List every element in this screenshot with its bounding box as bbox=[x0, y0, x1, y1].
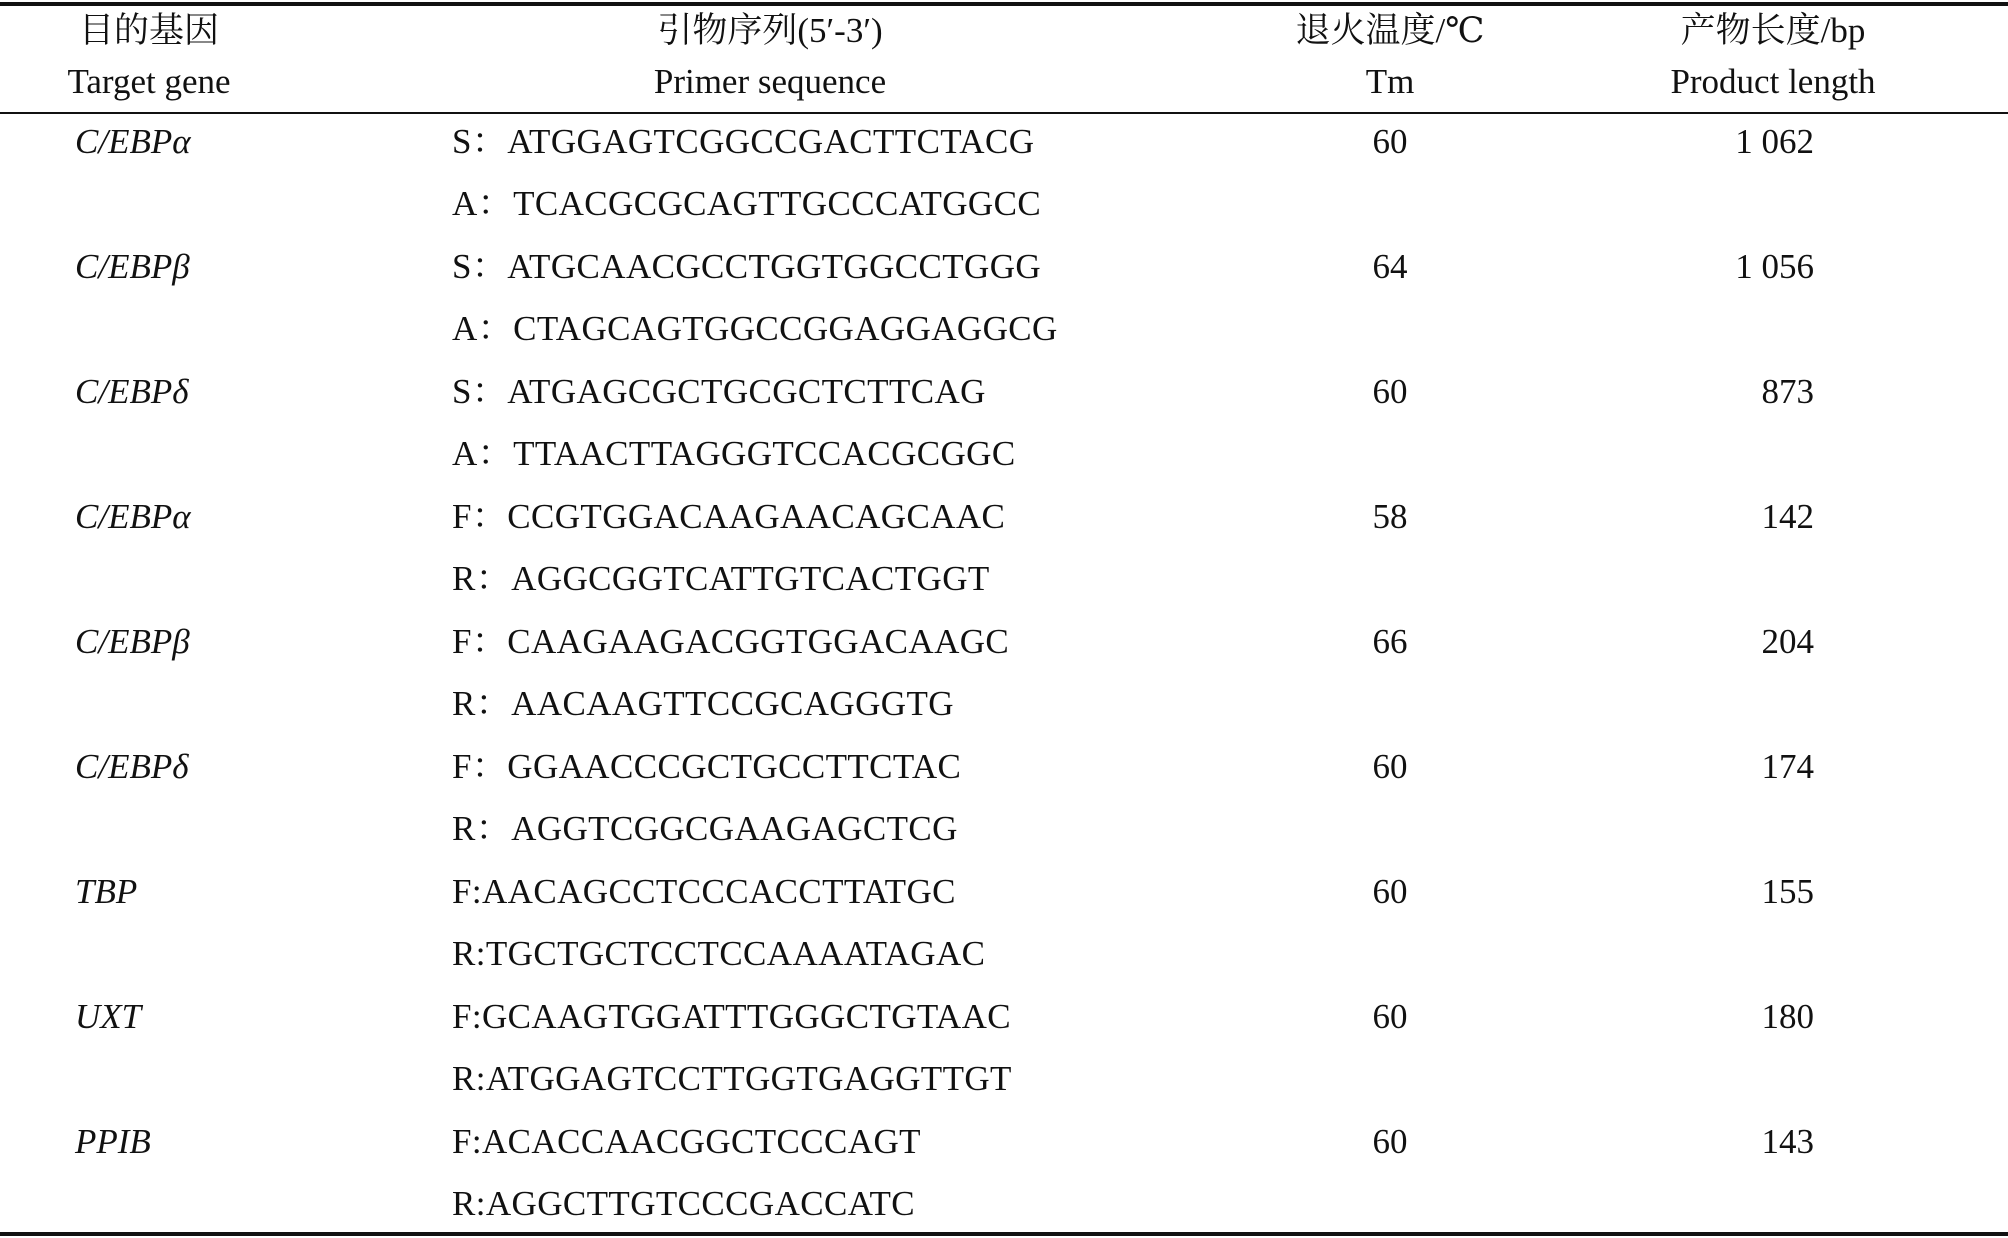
tm-cell: 58 bbox=[1372, 497, 1408, 536]
gene-cell: C/EBPα bbox=[75, 497, 191, 536]
primer-cell: R：AGGCGGTCATTGTCACTGGT bbox=[452, 559, 990, 598]
primer-cell: R:AGGCTTGTCCCGACCATC bbox=[452, 1184, 916, 1223]
header-tm-en: Tm bbox=[1365, 62, 1415, 101]
header-primer-sequence-en: Primer sequence bbox=[653, 62, 887, 101]
primer-cell: R:TGCTGCTCCTCCAAAATAGAC bbox=[452, 934, 986, 973]
header-tm bbox=[1240, 8, 1540, 105]
table-bottom-rule bbox=[0, 1232, 2008, 1236]
tm-cell: 60 bbox=[1372, 997, 1408, 1036]
header-primer-sequence-zh: 引物序列(5′-3′) bbox=[657, 11, 883, 50]
tm-cell: 60 bbox=[1372, 872, 1408, 911]
primer-cell: A：CTAGCAGTGGCCGGAGGAGGCG bbox=[452, 309, 1058, 348]
tm-cell: 64 bbox=[1372, 247, 1408, 286]
primer-cell: F:ACACCAACGGCTCCCAGT bbox=[452, 1122, 921, 1161]
primer-cell: F:GCAAGTGGATTTGGGCTGTAAC bbox=[452, 997, 1012, 1036]
length-cell: 873 bbox=[1761, 372, 1814, 411]
length-cell: 204 bbox=[1761, 622, 1814, 661]
primer-cell: S：ATGGAGTCGGCCGACTTCTACG bbox=[452, 122, 1035, 161]
gene-cell: C/EBPβ bbox=[75, 622, 190, 661]
primer-cell: S：ATGCAACGCCTGGTGGCCTGGG bbox=[452, 247, 1042, 286]
primer-cell: S：ATGAGCGCTGCGCTCTTCAG bbox=[452, 372, 986, 411]
gene-cell: UXT bbox=[75, 997, 142, 1036]
gene-cell: TBP bbox=[75, 872, 138, 911]
header-tm-zh: 退火温度/℃ bbox=[1295, 11, 1485, 50]
length-cell: 155 bbox=[1761, 872, 1814, 911]
tm-cell: 60 bbox=[1372, 372, 1408, 411]
table-top-rule bbox=[0, 2, 2008, 6]
gene-cell: C/EBPδ bbox=[75, 747, 189, 786]
length-cell: 180 bbox=[1761, 997, 1814, 1036]
primer-cell: F：CAAGAAGACGGTGGACAAGC bbox=[452, 622, 1010, 661]
tm-cell: 60 bbox=[1372, 122, 1408, 161]
primer-cell: F：CCGTGGACAAGAACAGCAAC bbox=[452, 497, 1006, 536]
primer-cell: R：AGGTCGGCGAAGAGCTCG bbox=[452, 809, 958, 848]
tm-cell: 60 bbox=[1372, 1122, 1408, 1161]
primer-cell: R:ATGGAGTCCTTGGTGAGGTTGT bbox=[452, 1059, 1012, 1098]
header-product-length-en: Product length bbox=[1670, 62, 1876, 101]
header-target-gene-en: Target gene bbox=[67, 62, 231, 101]
tm-cell: 60 bbox=[1372, 747, 1408, 786]
tm-cell: 66 bbox=[1372, 622, 1408, 661]
primer-cell: F：GGAACCCGCTGCCTTCTAC bbox=[452, 747, 962, 786]
length-cell: 174 bbox=[1761, 747, 1814, 786]
length-cell: 1 062 bbox=[1735, 122, 1814, 161]
header-target-gene-zh: 目的基因 bbox=[78, 11, 219, 50]
primer-cell: A：TCACGCGCAGTTGCCCATGGCC bbox=[452, 184, 1042, 223]
header-primer-sequence bbox=[570, 8, 970, 105]
length-cell: 142 bbox=[1761, 497, 1814, 536]
gene-cell: C/EBPβ bbox=[75, 247, 190, 286]
header-target-gene bbox=[49, 8, 249, 105]
table-header-rule bbox=[0, 112, 2008, 114]
length-cell: 1 056 bbox=[1735, 247, 1814, 286]
length-cell: 143 bbox=[1761, 1122, 1814, 1161]
header-product-length bbox=[1593, 8, 1953, 105]
gene-cell: PPIB bbox=[75, 1122, 151, 1161]
header-product-length-zh: 产物长度/bp bbox=[1680, 11, 1866, 50]
primer-cell: A：TTAACTTAGGGTCCACGCGGC bbox=[452, 434, 1016, 473]
primer-cell: R：AACAAGTTCCGCAGGGTG bbox=[452, 684, 954, 723]
primer-cell: F:AACAGCCTCCCACCTTATGC bbox=[452, 872, 956, 911]
gene-cell: C/EBPδ bbox=[75, 372, 189, 411]
gene-cell: C/EBPα bbox=[75, 122, 191, 161]
